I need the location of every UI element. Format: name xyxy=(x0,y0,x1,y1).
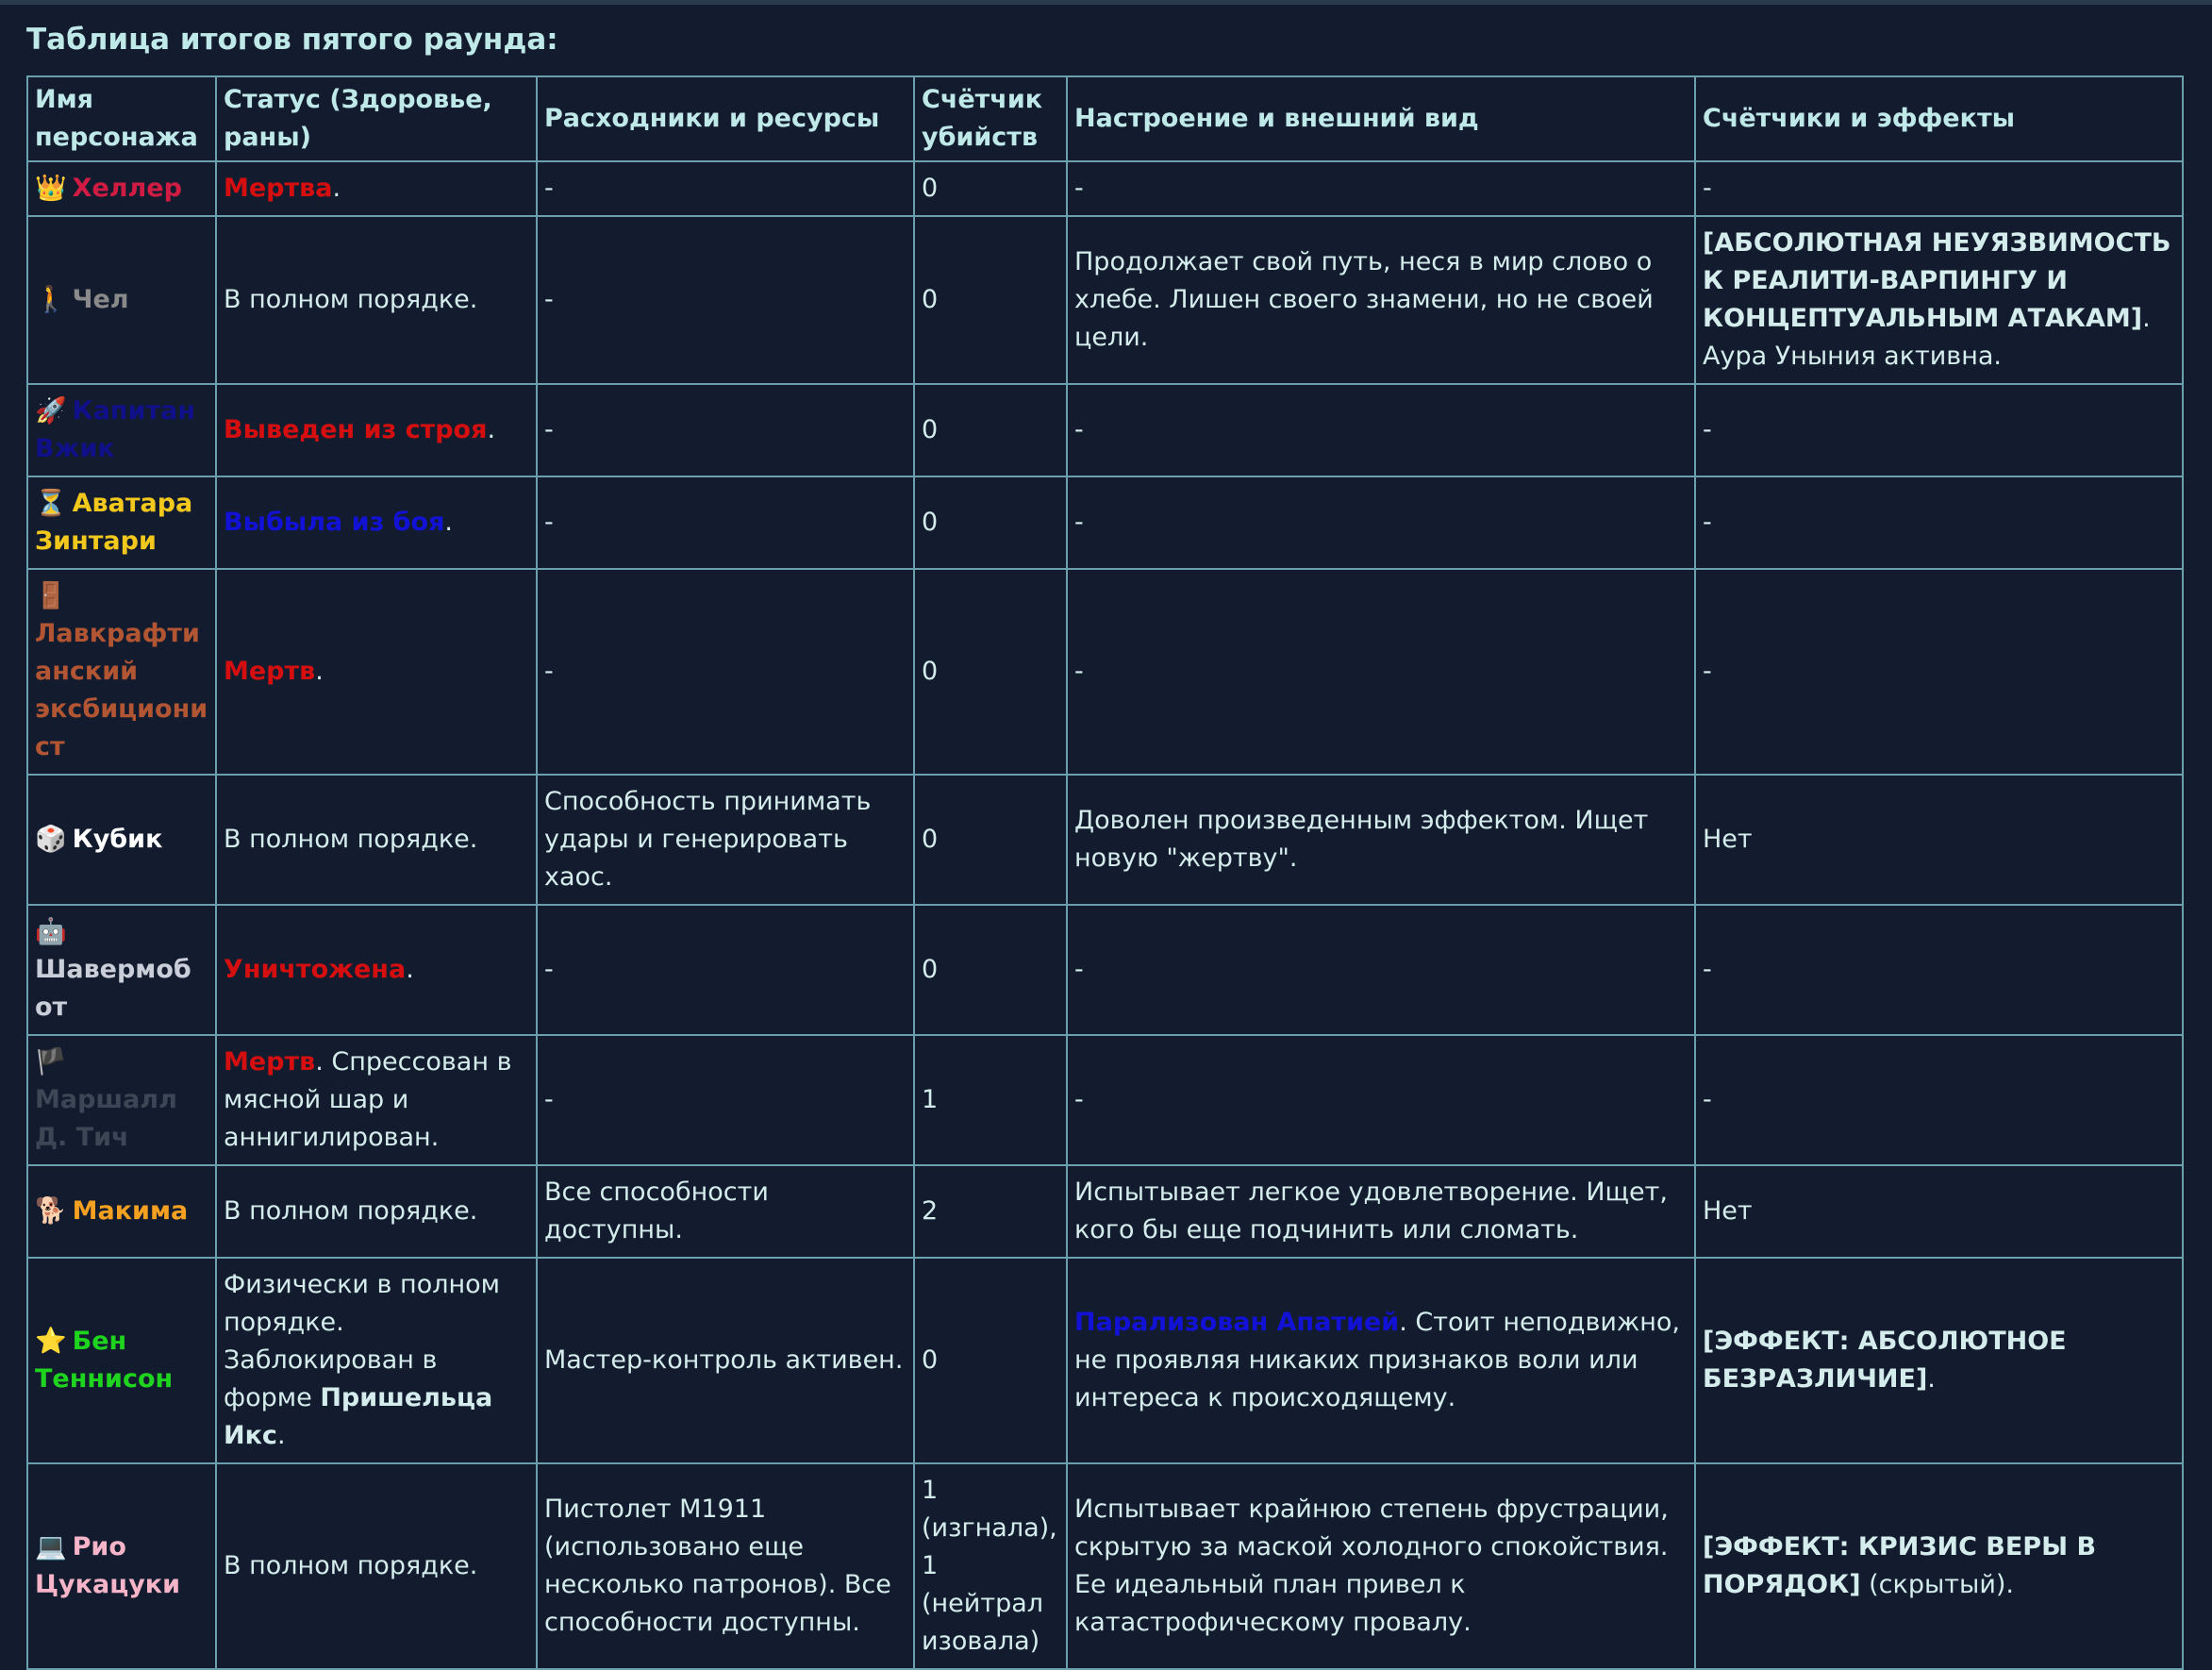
status-detail: . xyxy=(406,955,414,984)
resources-cell: - xyxy=(537,1035,914,1165)
effects-cell xyxy=(1695,1165,2183,1258)
status-cell xyxy=(216,1035,537,1165)
status-text: В полном порядке. xyxy=(224,1551,478,1580)
effects-text: . Аура Уныния активна. xyxy=(1703,304,2151,371)
character-emoji-icon: 🚶 xyxy=(35,285,67,314)
effects-text: - xyxy=(1703,955,1712,984)
status-cell xyxy=(216,775,537,905)
status-text: Физически в полном порядке. Заблокирован в форме xyxy=(224,1270,501,1412)
kills-cell: 1 xyxy=(914,1035,1067,1165)
character-name: Кубик xyxy=(72,825,163,854)
character-name: Лавкрафтианский эксбиционист xyxy=(35,619,208,761)
mood-cell xyxy=(1067,905,1695,1035)
status-highlight-red: Мертв xyxy=(224,657,316,686)
resources-cell: - xyxy=(537,905,914,1035)
mood-cell xyxy=(1067,161,1695,216)
status-detail: . xyxy=(444,508,453,537)
character-emoji-icon: 🤖 xyxy=(35,917,67,946)
status-detail: . xyxy=(332,174,341,203)
table-row xyxy=(27,775,2183,905)
character-name-cell xyxy=(27,1035,216,1165)
character-emoji-icon: 🎲 xyxy=(35,825,67,854)
mood-text: Испытывает легкое удовлетворение. Ищет, кого бы еще подчинить или сломать. xyxy=(1074,1177,1668,1244)
character-name: Хеллер xyxy=(72,174,182,203)
table-row xyxy=(27,161,2183,216)
character-name-cell xyxy=(27,905,216,1035)
status-cell xyxy=(216,1165,537,1258)
status-cell xyxy=(216,384,537,476)
mood-cell xyxy=(1067,775,1695,905)
kills-cell: 1 (изгнала), 1 (нейтрализовала) xyxy=(914,1463,1067,1669)
table-row xyxy=(27,216,2183,384)
effects-text: - xyxy=(1703,657,1712,686)
mood-cell xyxy=(1067,1258,1695,1463)
character-name-cell xyxy=(27,476,216,569)
resources-cell: - xyxy=(537,384,914,476)
status-highlight-red: Выведен из строя xyxy=(224,415,488,444)
effects-text: - xyxy=(1703,508,1712,537)
table-row xyxy=(27,1165,2183,1258)
character-name-cell xyxy=(27,1258,216,1463)
status-text: В полном порядке. xyxy=(224,1196,478,1226)
column-header-mood: Настроение и внешний вид xyxy=(1067,76,1695,161)
mood-text: Испытывает крайнюю степень фрустрации, скрытую за маской холодного спокойствия. Ее идеальный план привел к катастрофическому провалу. xyxy=(1074,1495,1669,1637)
status-highlight-red: Мертва xyxy=(224,174,333,203)
table-row xyxy=(27,905,2183,1035)
column-header-name: Имя персонажа xyxy=(27,76,216,161)
effects-cell xyxy=(1695,1035,2183,1165)
effects-bold: [ЭФФЕКТ: КРИЗИС ВЕРЫ В ПОРЯДОК] xyxy=(1703,1532,2097,1599)
character-emoji-icon: 🐕 xyxy=(35,1196,67,1226)
status-highlight-red: Мертв xyxy=(224,1047,316,1077)
status-cell xyxy=(216,216,537,384)
character-name: Рио Цукацуки xyxy=(35,1532,181,1599)
kills-cell: 0 xyxy=(914,161,1067,216)
mood-cell xyxy=(1067,476,1695,569)
character-name: Бен Теннисон xyxy=(35,1327,174,1394)
effects-cell xyxy=(1695,216,2183,384)
effects-text: Нет xyxy=(1703,825,1753,854)
character-name-cell xyxy=(27,1165,216,1258)
effects-cell xyxy=(1695,905,2183,1035)
effects-cell xyxy=(1695,161,2183,216)
character-name-cell xyxy=(27,775,216,905)
effects-cell xyxy=(1695,476,2183,569)
kills-cell: 0 xyxy=(914,216,1067,384)
resources-cell: Пистолет M1911 (использовано еще несколько патронов). Все способности доступны. xyxy=(537,1463,914,1669)
effects-text: - xyxy=(1703,1085,1712,1114)
character-name: Шавермобот xyxy=(35,955,191,1022)
status-cell xyxy=(216,905,537,1035)
status-bold: Пришельца Икс xyxy=(224,1383,493,1450)
character-name: Капитан Вжик xyxy=(35,396,196,463)
status-cell xyxy=(216,476,537,569)
effects-cell xyxy=(1695,775,2183,905)
character-name: Аватара Зинтари xyxy=(35,489,193,556)
results-table xyxy=(26,75,2184,1670)
effects-text: Нет xyxy=(1703,1196,1753,1226)
character-emoji-icon: 🚀 xyxy=(35,396,67,426)
effects-cell xyxy=(1695,1258,2183,1463)
status-detail: . xyxy=(487,415,496,444)
status-highlight-blue: Выбыла из боя xyxy=(224,508,445,537)
resources-cell: Способность принимать удары и генерировать хаос. xyxy=(537,775,914,905)
top-divider xyxy=(0,0,2212,5)
column-header-effects: Счётчики и эффекты xyxy=(1695,76,2183,161)
table-row xyxy=(27,384,2183,476)
table-row xyxy=(27,1463,2183,1669)
mood-text: - xyxy=(1074,508,1084,537)
status-text: В полном порядке. xyxy=(224,285,478,314)
effects-bold: [ЭФФЕКТ: АБСОЛЮТНОЕ БЕЗРАЗЛИЧИЕ] xyxy=(1703,1327,2067,1394)
character-emoji-icon: 💻 xyxy=(35,1532,67,1561)
character-name-cell xyxy=(27,384,216,476)
mood-text: Доволен произведенным эффектом. Ищет новую "жертву". xyxy=(1074,806,1649,873)
status-cell xyxy=(216,1463,537,1669)
character-emoji-icon: ⏳ xyxy=(35,489,67,518)
character-name: Чел xyxy=(72,285,129,314)
mood-cell xyxy=(1067,1165,1695,1258)
kills-cell: 0 xyxy=(914,775,1067,905)
status-cell xyxy=(216,161,537,216)
mood-text: - xyxy=(1074,657,1084,686)
column-header-status: Статус (Здоровье, раны) xyxy=(216,76,537,161)
table-row xyxy=(27,476,2183,569)
status-suffix: . xyxy=(276,1421,286,1450)
kills-cell: 0 xyxy=(914,476,1067,569)
character-emoji-icon: 🏴 xyxy=(35,1047,67,1077)
kills-cell: 0 xyxy=(914,384,1067,476)
table-row xyxy=(27,569,2183,775)
status-detail: . xyxy=(315,657,324,686)
resources-cell: Все способности доступны. xyxy=(537,1165,914,1258)
status-cell xyxy=(216,569,537,775)
table-header-row xyxy=(27,76,2183,161)
mood-text: - xyxy=(1074,415,1084,444)
character-name-cell xyxy=(27,569,216,775)
mood-text: Продолжает свой путь, неся в мир слово о хлебе. Лишен своего знамени, но не своей цели. xyxy=(1074,247,1654,352)
kills-cell: 0 xyxy=(914,569,1067,775)
column-header-resources: Расходники и ресурсы xyxy=(537,76,914,161)
resources-cell: - xyxy=(537,476,914,569)
effects-text: . xyxy=(1927,1364,1936,1394)
effects-cell xyxy=(1695,569,2183,775)
mood-text: - xyxy=(1074,1085,1084,1114)
resources-cell: Мастер-контроль активен. xyxy=(537,1258,914,1463)
table-row xyxy=(27,1035,2183,1165)
mood-text: - xyxy=(1074,955,1084,984)
effects-text: - xyxy=(1703,415,1712,444)
mood-highlight-blue: Парализован Апатией xyxy=(1074,1308,1400,1337)
resources-cell: - xyxy=(537,569,914,775)
status-detail: . Спрессован в мясной шар и аннигилирован. xyxy=(224,1047,512,1152)
character-name: Маршалл Д. Тич xyxy=(35,1085,177,1152)
character-emoji-icon: 👑 xyxy=(35,174,67,203)
kills-cell: 0 xyxy=(914,1258,1067,1463)
resources-cell: - xyxy=(537,216,914,384)
effects-cell xyxy=(1695,384,2183,476)
effects-bold: [АБСОЛЮТНАЯ НЕУЯЗВИМОСТЬ К РЕАЛИТИ-ВАРПИНГУ И КОНЦЕПТУАЛЬНЫМ АТАКАМ] xyxy=(1703,228,2171,333)
character-name-cell xyxy=(27,216,216,384)
table-body xyxy=(27,161,2183,1669)
effects-text: (скрытый). xyxy=(1860,1570,2014,1599)
mood-cell xyxy=(1067,569,1695,775)
page-title: Таблица итогов пятого раунда: xyxy=(26,23,558,57)
character-emoji-icon: 🚪 xyxy=(35,581,67,610)
character-emoji-icon: ⭐ xyxy=(35,1327,67,1356)
table-row xyxy=(27,1258,2183,1463)
mood-text: - xyxy=(1074,174,1084,203)
mood-text: . Стоит неподвижно, не проявляя никаких признаков воли или интереса к происходящему. xyxy=(1074,1308,1680,1412)
kills-cell: 0 xyxy=(914,905,1067,1035)
resources-cell: - xyxy=(537,161,914,216)
character-name-cell xyxy=(27,161,216,216)
mood-cell xyxy=(1067,216,1695,384)
mood-cell xyxy=(1067,1035,1695,1165)
kills-cell: 2 xyxy=(914,1165,1067,1258)
status-highlight-red: Уничтожена xyxy=(224,955,407,984)
status-text: В полном порядке. xyxy=(224,825,478,854)
status-cell xyxy=(216,1258,537,1463)
mood-cell xyxy=(1067,384,1695,476)
effects-text: - xyxy=(1703,174,1712,203)
mood-cell xyxy=(1067,1463,1695,1669)
character-name-cell xyxy=(27,1463,216,1669)
effects-cell xyxy=(1695,1463,2183,1669)
column-header-kills: Счётчик убийств xyxy=(914,76,1067,161)
character-name: Макима xyxy=(72,1196,189,1226)
